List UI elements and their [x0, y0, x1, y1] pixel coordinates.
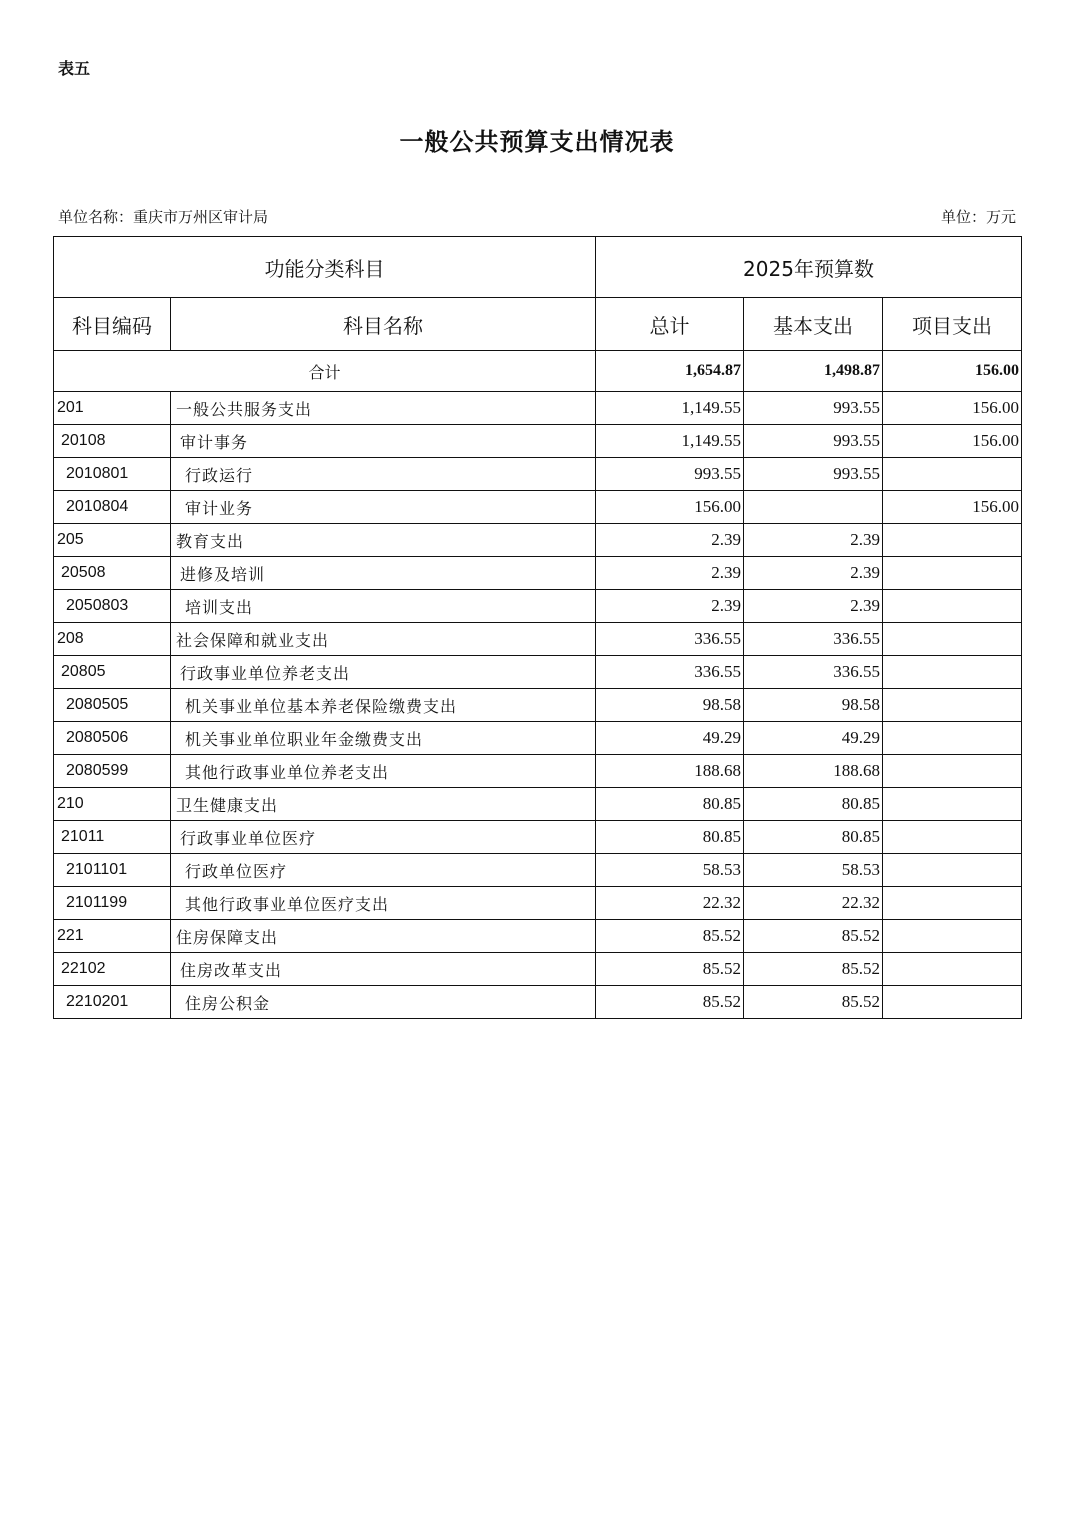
row-name: 行政单位医疗 [171, 854, 596, 887]
row-basic [744, 491, 883, 524]
row-code: 2080599 [54, 755, 171, 788]
unit-label: 单位：万元 [940, 208, 1016, 226]
row-project: 156.00 [883, 491, 1022, 524]
row-name: 住房改革支出 [171, 953, 596, 986]
column-header-total: 总计 [596, 298, 744, 351]
group-header-functional: 功能分类科目 [54, 237, 596, 298]
row-total: 993.55 [596, 458, 744, 491]
row-project [883, 524, 1022, 557]
header-row-columns [54, 298, 1022, 351]
row-name: 卫生健康支出 [171, 788, 596, 821]
row-total: 80.85 [596, 788, 744, 821]
row-code: 2010801 [54, 458, 171, 491]
row-project [883, 920, 1022, 953]
row-name: 其他行政事业单位医疗支出 [171, 887, 596, 920]
row-basic: 85.52 [744, 920, 883, 953]
row-code: 22102 [54, 953, 171, 986]
row-total: 85.52 [596, 986, 744, 1019]
row-total: 1,149.55 [596, 392, 744, 425]
row-name: 其他行政事业单位养老支出 [171, 755, 596, 788]
table-row [54, 425, 1022, 458]
column-header-basic: 基本支出 [744, 298, 883, 351]
total-label: 合计 [54, 351, 596, 392]
row-code: 20108 [54, 425, 171, 458]
row-code: 2210201 [54, 986, 171, 1019]
table-row [54, 557, 1022, 590]
row-total: 49.29 [596, 722, 744, 755]
row-name: 住房公积金 [171, 986, 596, 1019]
column-header-code: 科目编码 [54, 298, 171, 351]
row-project [883, 821, 1022, 854]
row-total: 1,149.55 [596, 425, 744, 458]
row-basic: 336.55 [744, 656, 883, 689]
row-name: 进修及培训 [171, 557, 596, 590]
table-row [54, 887, 1022, 920]
row-total: 2.39 [596, 524, 744, 557]
row-total: 98.58 [596, 689, 744, 722]
row-code: 208 [54, 623, 171, 656]
row-name: 社会保障和就业支出 [171, 623, 596, 656]
row-basic: 85.52 [744, 953, 883, 986]
row-project [883, 887, 1022, 920]
table-label: 表五 [58, 59, 91, 78]
total-basic: 1,498.87 [744, 351, 883, 392]
row-project [883, 788, 1022, 821]
row-name: 审计业务 [171, 491, 596, 524]
row-basic: 58.53 [744, 854, 883, 887]
table-row [54, 689, 1022, 722]
row-total: 336.55 [596, 623, 744, 656]
row-basic: 2.39 [744, 590, 883, 623]
row-basic: 49.29 [744, 722, 883, 755]
row-project: 156.00 [883, 392, 1022, 425]
row-code: 2101199 [54, 887, 171, 920]
row-code: 221 [54, 920, 171, 953]
row-total: 22.32 [596, 887, 744, 920]
row-project [883, 656, 1022, 689]
table-row [54, 986, 1022, 1019]
table-row [54, 821, 1022, 854]
total-sum: 1,654.87 [596, 351, 744, 392]
row-project [883, 557, 1022, 590]
page-title: 一般公共预算支出情况表 [399, 127, 675, 156]
table-row [54, 623, 1022, 656]
row-total: 85.52 [596, 920, 744, 953]
row-name: 一般公共服务支出 [171, 392, 596, 425]
budget-table [53, 236, 1022, 1019]
row-code: 2080506 [54, 722, 171, 755]
row-project [883, 755, 1022, 788]
row-name: 机关事业单位基本养老保险缴费支出 [171, 689, 596, 722]
row-name: 行政事业单位养老支出 [171, 656, 596, 689]
row-basic: 188.68 [744, 755, 883, 788]
row-code: 2050803 [54, 590, 171, 623]
row-name: 行政运行 [171, 458, 596, 491]
row-name: 审计事务 [171, 425, 596, 458]
row-code: 205 [54, 524, 171, 557]
row-basic: 993.55 [744, 392, 883, 425]
row-total: 80.85 [596, 821, 744, 854]
row-code: 2080505 [54, 689, 171, 722]
group-header-budget: 2025年预算数 [596, 237, 1022, 298]
table-row [54, 524, 1022, 557]
row-project [883, 953, 1022, 986]
row-project [883, 623, 1022, 656]
row-name: 行政事业单位医疗 [171, 821, 596, 854]
table-row [54, 920, 1022, 953]
row-total: 336.55 [596, 656, 744, 689]
column-header-project: 项目支出 [883, 298, 1022, 351]
row-code: 2010804 [54, 491, 171, 524]
row-project: 156.00 [883, 425, 1022, 458]
unit-name: 单位名称：重庆市万州区审计局 [58, 208, 269, 226]
row-name: 培训支出 [171, 590, 596, 623]
table-row [54, 458, 1022, 491]
total-project: 156.00 [883, 351, 1022, 392]
row-basic: 993.55 [744, 458, 883, 491]
table-row [54, 491, 1022, 524]
row-basic: 85.52 [744, 986, 883, 1019]
row-code: 210 [54, 788, 171, 821]
row-basic: 80.85 [744, 821, 883, 854]
table-row [54, 953, 1022, 986]
row-code: 201 [54, 392, 171, 425]
table-row [54, 722, 1022, 755]
row-total: 2.39 [596, 557, 744, 590]
row-code: 21011 [54, 821, 171, 854]
row-basic: 2.39 [744, 557, 883, 590]
table-row [54, 392, 1022, 425]
row-basic: 993.55 [744, 425, 883, 458]
table-row [54, 788, 1022, 821]
row-basic: 2.39 [744, 524, 883, 557]
row-basic: 98.58 [744, 689, 883, 722]
row-project [883, 590, 1022, 623]
column-header-name: 科目名称 [171, 298, 596, 351]
row-project [883, 986, 1022, 1019]
table-row [54, 656, 1022, 689]
row-name: 机关事业单位职业年金缴费支出 [171, 722, 596, 755]
row-project [883, 458, 1022, 491]
row-basic: 336.55 [744, 623, 883, 656]
row-basic: 22.32 [744, 887, 883, 920]
total-row [54, 351, 1022, 392]
row-total: 188.68 [596, 755, 744, 788]
row-project [883, 854, 1022, 887]
row-name: 住房保障支出 [171, 920, 596, 953]
row-code: 20508 [54, 557, 171, 590]
table-row [54, 854, 1022, 887]
row-project [883, 722, 1022, 755]
row-basic: 80.85 [744, 788, 883, 821]
row-code: 2101101 [54, 854, 171, 887]
row-total: 58.53 [596, 854, 744, 887]
row-total: 85.52 [596, 953, 744, 986]
row-total: 156.00 [596, 491, 744, 524]
header-row-group [54, 237, 1022, 298]
row-total: 2.39 [596, 590, 744, 623]
row-name: 教育支出 [171, 524, 596, 557]
row-project [883, 689, 1022, 722]
row-code: 20805 [54, 656, 171, 689]
table-row [54, 590, 1022, 623]
table-row [54, 755, 1022, 788]
